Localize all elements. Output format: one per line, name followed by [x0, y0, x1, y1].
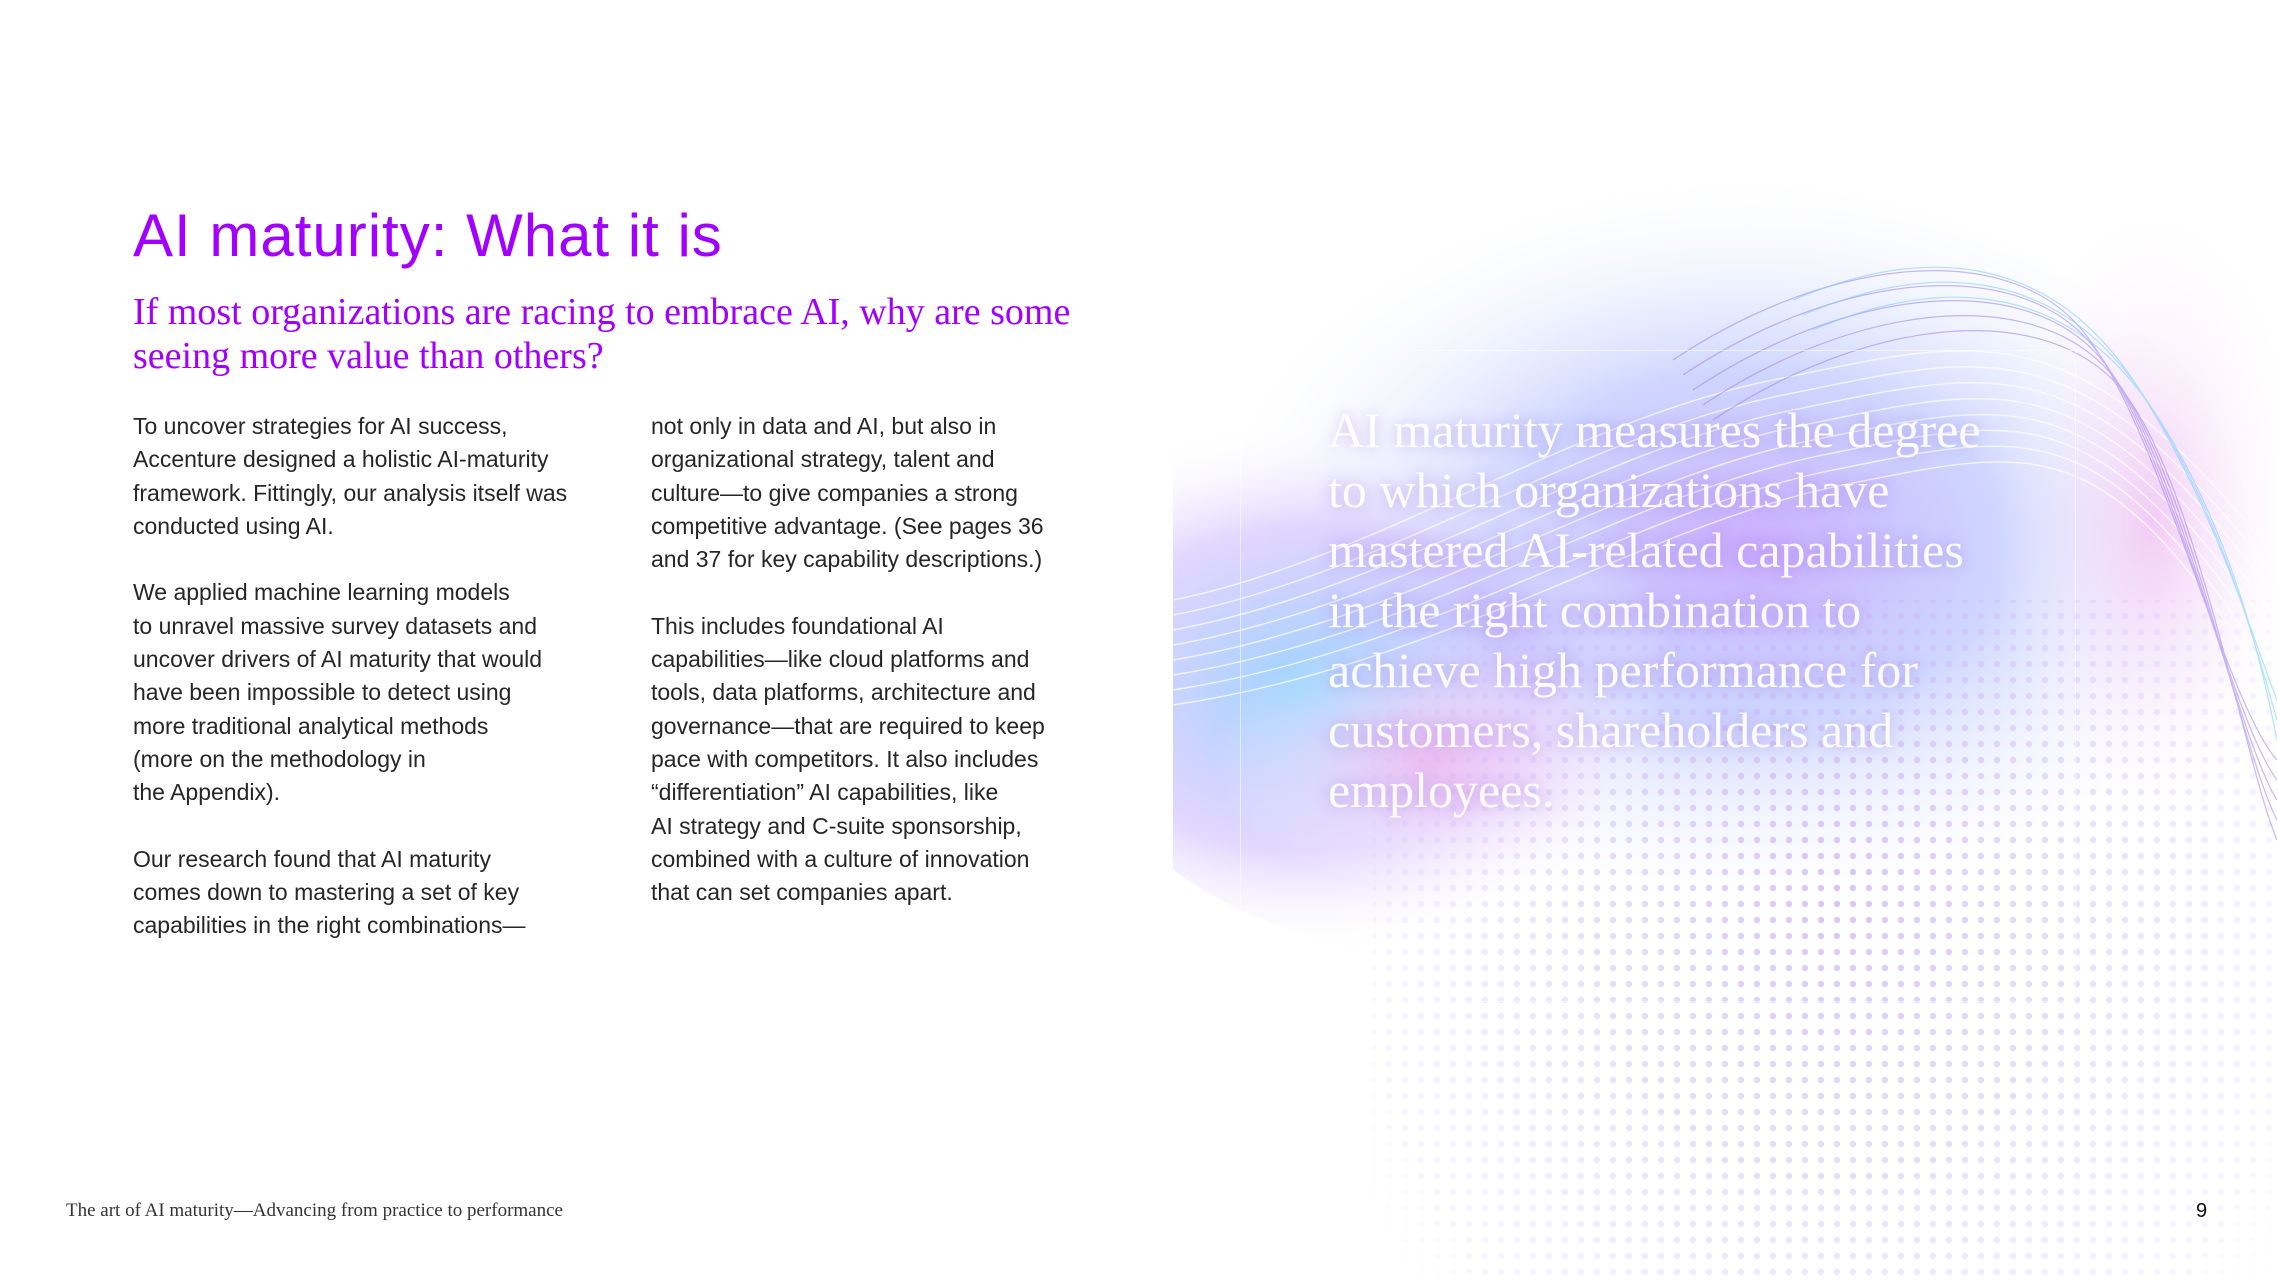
body-paragraph: To uncover strategies for AI success, Accenture designed a holistic AI-maturity framework. Fittingly, our analysis itself was conducted using AI. [133, 413, 568, 539]
body-paragraph: We applied machine learning models to unravel massive survey datasets and uncover drivers of AI maturity that would have been impossible to detect using more traditional analytical methods (more on the methodology in the Appendix). [133, 579, 543, 806]
footer-publication-title: The art of AI maturity—Advancing from practice to performance [66, 1200, 563, 1221]
page-title: AI maturity: What it is [133, 202, 723, 269]
body-paragraph: not only in data and AI, but also in organizational strategy, talent and culture—to give companies a strong competitive advantage. (See pages 36 and 37 for key capability descriptions.) [651, 413, 1044, 573]
body-column-left [133, 410, 613, 943]
body-paragraph: Our research found that AI maturity comes down to mastering a set of key capabilities in the right combinations— [133, 845, 526, 939]
page-number: 9 [2196, 1200, 2208, 1222]
body-paragraph: This includes foundational AI capabilities—like cloud platforms and tools, data platforms, architecture and governance—that are required to keep pace with competitors. It also includes “differentiation” AI capabilities, like AI strategy and C-suite sponsorship, combined with a culture of innovation that can set companies apart. [651, 612, 1045, 906]
pull-quote: AI maturity measures the degree to which organizations have mastered AI-related capabilities in the right combination to achieve high performance for customers, shareholders and employees. [1328, 402, 1981, 818]
body-column-right [651, 410, 1131, 909]
page-subtitle: If most organizations are racing to embrace AI, why are some seeing more value than others? [133, 291, 1071, 377]
